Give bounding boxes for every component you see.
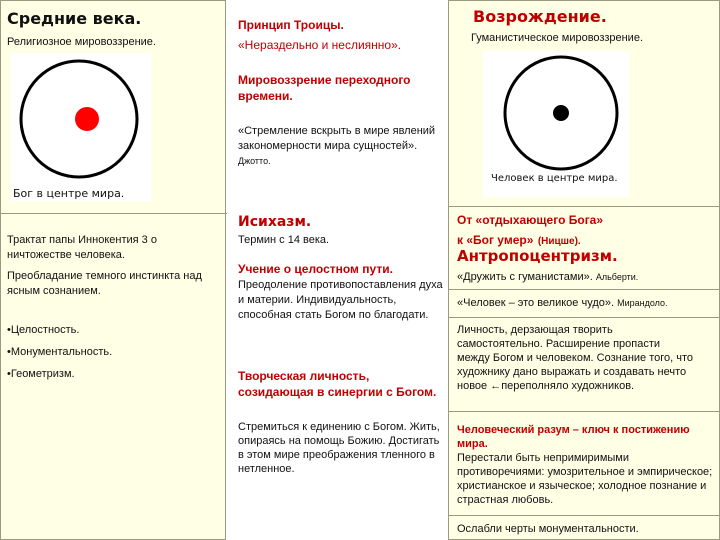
divider — [449, 206, 720, 207]
monumentality-weakened: Ослабли черты монументальности. — [457, 523, 639, 535]
creative-title: Творческая личность, созидающая в синергии с Богом. — [238, 369, 437, 399]
trait-item: •Целостность. — [7, 324, 80, 336]
alberti-quote: «Дружить с гуманистами». — [457, 271, 593, 283]
god-center-image — [11, 53, 151, 201]
mirandola-author: Мирандоло. — [617, 298, 668, 308]
divider — [449, 411, 720, 412]
black-center-dot — [553, 105, 569, 121]
innocent-treatise: Трактат папы Иннокентия 3 о ничтожестве человека. — [7, 234, 157, 261]
circle-diagram — [11, 53, 151, 201]
creative-text: Стремиться к единению с Богом. Жить, опираясь на помощь Божию. Достигать в этом мире преображения тленного в нетленное. — [238, 421, 440, 475]
renaissance-title: Возрождение. — [473, 7, 607, 26]
red-center-dot — [75, 107, 99, 131]
trait-item: •Геометризм. — [7, 368, 75, 380]
divider — [449, 515, 720, 516]
divider — [449, 317, 720, 318]
trait-item: •Монументальность. — [7, 346, 113, 358]
integral-path-block — [238, 262, 444, 323]
trinity-text: «Нераздельно и неслиянно». — [238, 38, 402, 52]
hesychasm-title: Исихазм. — [238, 214, 312, 230]
mirandola-quote: «Человек – это великое чудо». — [457, 297, 615, 309]
hesychasm-text: Термин с 14 века. — [238, 234, 330, 246]
alberti-author: Альберти. — [595, 272, 639, 282]
column-middle-ages — [0, 0, 226, 540]
reason-text: Перестали быть непримиримыми противоречиями: умозрительное и эмпирическое; христианское и языческое; холодное познание и страстная любовь. — [457, 452, 713, 506]
man-center-caption: Человек в центре мира. — [491, 173, 618, 184]
column-transition — [228, 0, 446, 540]
integral-lead: Преодоление — [238, 279, 308, 291]
dark-instinct: Преобладание темного инстинкта над ясным сознанием. — [7, 270, 202, 297]
giotto-quote-block — [238, 124, 438, 169]
alberti-line — [457, 271, 638, 283]
resting-god-line: От «отдыхающего Бога» — [457, 213, 604, 227]
integral-text: противопоставления духа и материи. Индивидуальность, способная стать Богом по благодати. — [238, 279, 443, 321]
middle-ages-title: Средние века. — [7, 9, 142, 28]
renaissance-subtitle: Гуманистическое мировоззрение. — [471, 32, 644, 44]
transition-title: Мировоззрение переходного времени. — [238, 73, 411, 103]
trinity-title: Принцип Троицы. — [238, 18, 344, 32]
mirandola-line — [457, 297, 668, 309]
giotto-author: Джотто. — [238, 156, 271, 166]
divider — [1, 213, 227, 214]
god-is-dead: к «Бог умер» — [457, 233, 534, 247]
column-renaissance — [448, 0, 720, 540]
nietzsche: (Ницше). — [537, 236, 581, 247]
man-center-image — [483, 51, 629, 197]
traits-list — [7, 319, 112, 385]
anthropocentrism: Антропоцентризм. — [457, 247, 618, 265]
god-center-caption: Бог в центре мира. — [13, 187, 125, 200]
personality-text: Личность, дерзающая творить самостоятельно. Расширение пропасти между Богом и человеком. Сознание того, что художнику дано выражать и создавать нечто новое ←переполняло художников. — [457, 324, 694, 392]
reason-title: Человеческий разум – ключ к постижению мира. — [457, 424, 690, 450]
integral-title: Учение о целостном пути. — [238, 262, 393, 276]
middle-ages-subtitle: Религиозное мировоззрение. — [7, 36, 156, 48]
giotto-quote: «Стремление вскрыть в мире явлений закономерности мира сущностей». — [238, 125, 436, 152]
divider — [449, 289, 720, 290]
